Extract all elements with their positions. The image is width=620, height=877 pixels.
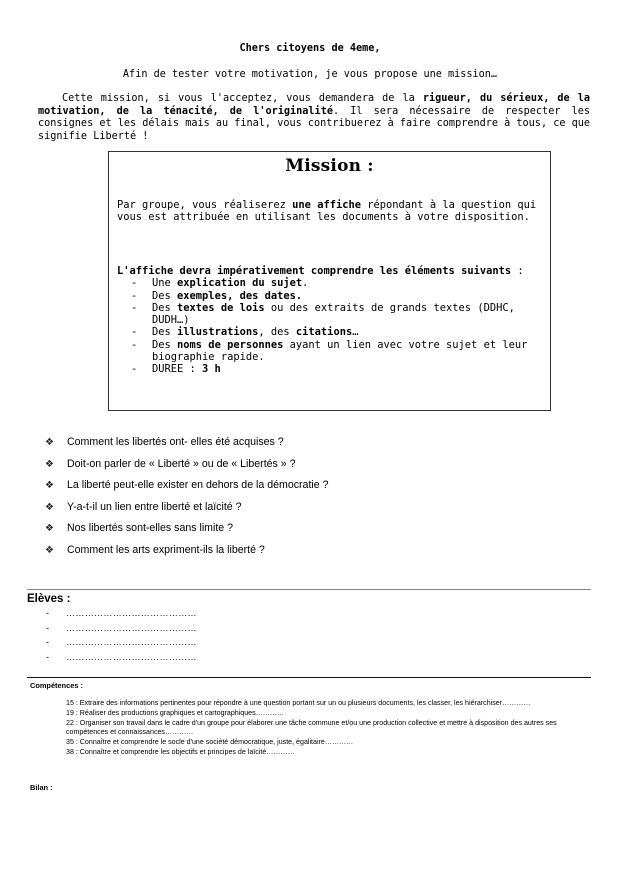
questions-list xyxy=(45,436,328,566)
question-text: Comment les arts expriment-ils la liberté ? xyxy=(67,543,265,556)
dash-bullet: - xyxy=(46,622,49,633)
mission-description-bold: une affiche xyxy=(292,199,361,211)
item-text: Des xyxy=(152,301,178,314)
dash-bullet: - xyxy=(131,338,138,351)
paragraph-bold-qualities: rigueur, du sérieux, de la motivation, de la ténacité, de l'originalité xyxy=(38,93,590,117)
mission-description xyxy=(117,199,540,224)
item-text: . xyxy=(302,277,309,290)
requirement-item xyxy=(117,339,540,364)
mission-requirements xyxy=(117,265,540,376)
item-text: Des xyxy=(152,289,178,302)
requirements-intro xyxy=(117,265,540,277)
paragraph-text: . Il sera nécessaire de respecter les consignes et les délais mais au final, vous contribuerez à faire comprendre à tous, ce que signifie Liberté ! xyxy=(38,105,591,142)
question-text: Comment les libertés ont- elles été acquises ? xyxy=(67,436,284,448)
mission-description-text: Par groupe, vous réaliserez xyxy=(117,199,293,211)
requirement-item xyxy=(117,290,540,302)
item-bold: citations xyxy=(295,326,353,339)
item-text: Une xyxy=(152,277,178,290)
competences-list xyxy=(66,699,596,758)
requirements-intro-text: : xyxy=(511,265,524,277)
item-bold: illustrations xyxy=(177,326,259,339)
item-bold: exemples, des dates. xyxy=(177,289,303,302)
item-bold: explication du sujet xyxy=(177,277,303,290)
item-text: … xyxy=(352,326,359,339)
dash-bullet: - xyxy=(131,289,138,302)
divider-top xyxy=(27,589,591,590)
blank-fill-line[interactable]: …………………………………… xyxy=(66,622,197,633)
bilan-heading: Bilan : xyxy=(30,783,53,792)
blank-fill-line[interactable]: …………………………………… xyxy=(66,637,197,647)
item-bold: textes de lois xyxy=(177,301,265,314)
eleves-heading: Elèves : xyxy=(27,593,71,605)
requirement-item xyxy=(117,277,540,289)
divider-bottom xyxy=(27,677,591,678)
competences-heading: Compétences : xyxy=(30,681,83,690)
paragraph-text: Cette mission, si vous l'acceptez, vous demandera de la xyxy=(62,93,423,104)
diamond-bullet-icon: ❖ xyxy=(45,458,54,470)
item-bold: 3 h xyxy=(202,363,221,376)
blank-fill-line[interactable]: …………………………………… xyxy=(66,651,197,662)
diamond-bullet-icon: ❖ xyxy=(45,501,54,513)
greeting-heading: Chers citoyens de 4eme, xyxy=(239,43,381,54)
requirements-list xyxy=(117,277,540,375)
diamond-bullet-icon: ❖ xyxy=(45,523,54,535)
question-text: La liberté peut-elle exister en dehors de la démocratie ? xyxy=(67,479,329,492)
question-text: Doit-on parler de « Liberté » ou de « Libertés » ? xyxy=(67,457,296,470)
dash-bullet: - xyxy=(131,277,138,290)
question-text: Y-a-t-il un lien entre liberté et laïcité ? xyxy=(67,500,242,513)
blank-fill-line[interactable]: …………………………………… xyxy=(66,608,197,618)
dash-bullet: - xyxy=(131,326,138,339)
question-item xyxy=(45,479,328,501)
diamond-bullet-icon: ❖ xyxy=(45,544,54,556)
question-item xyxy=(45,436,328,458)
dash-bullet: - xyxy=(46,608,49,618)
diamond-bullet-icon: ❖ xyxy=(45,437,54,448)
requirement-item xyxy=(117,302,540,327)
mission-description-text: répondant à la question qui vous est attribuée en utilisant les documents à votre disposition. xyxy=(117,199,537,224)
competence-item: 38 : Connaître et comprendre les objectifs et principes de laïcité………… xyxy=(66,747,295,756)
question-item xyxy=(45,458,328,480)
item-text: ayant un lien avec votre sujet et leur biographie rapide. xyxy=(152,338,528,364)
competence-item: 19 : Réaliser des productions graphiques et cartographiques………… xyxy=(66,708,285,717)
diamond-bullet-icon: ❖ xyxy=(45,480,54,492)
competence-item: 22 : Organiser son travail dans le cadre d'un groupe pour élaborer une tâche commune et/ou une production collective et mettre à disposition des autres ses compétences et connaissances………… xyxy=(66,718,557,737)
item-text: Des xyxy=(152,326,178,339)
dash-bullet: - xyxy=(46,651,49,662)
item-bold: noms de personnes xyxy=(177,338,284,351)
dash-bullet: - xyxy=(131,301,138,314)
competence-item: 35 : Connaître et comprendre le socle d'une société démocratique, juste, égalitaire………… xyxy=(66,738,354,747)
dash-bullet: - xyxy=(131,363,138,376)
requirement-item xyxy=(117,326,540,338)
competence-item: 15 : Extraire des informations pertinentes pour répondre à une question portant sur un ou plusieurs documents, les classer, les hiérarchiser………… xyxy=(66,699,531,707)
intro-line: Afin de tester votre motivation, je vous propose une mission… xyxy=(122,69,498,80)
question-text: Nos libertés sont-elles sans limite ? xyxy=(67,522,234,535)
question-item xyxy=(45,544,328,566)
question-item xyxy=(45,522,328,544)
question-item xyxy=(45,501,328,523)
requirement-item xyxy=(117,363,540,375)
item-text: DUREE : xyxy=(152,363,203,376)
dash-bullet: - xyxy=(46,637,49,647)
item-text: , des xyxy=(258,326,296,339)
mission-title: Mission : xyxy=(285,156,374,176)
requirements-intro-bold: L'affiche devra impérativement comprendre les éléments suivants xyxy=(117,265,512,277)
item-text: Des xyxy=(152,338,178,351)
intro-paragraph xyxy=(38,93,590,143)
mission-box xyxy=(108,151,551,411)
item-text: ou des extraits de grands textes (DDHC, DUDH…) xyxy=(152,301,515,327)
